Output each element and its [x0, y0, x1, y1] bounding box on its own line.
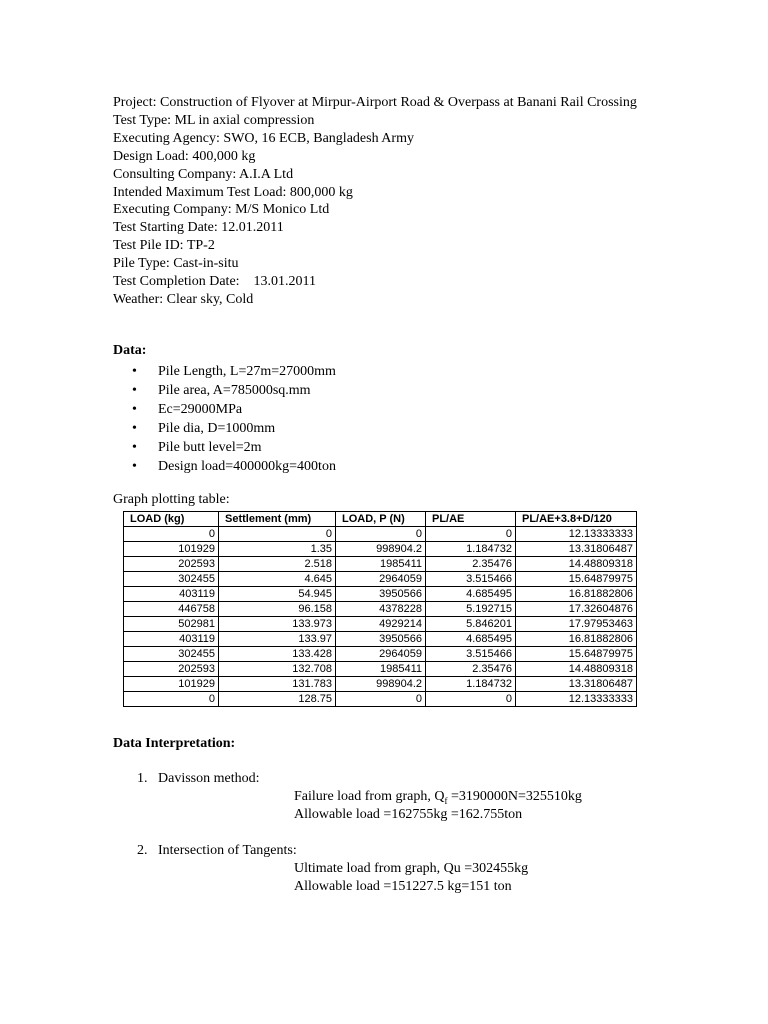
table-cell: 302455 [124, 572, 219, 587]
bullet-icon: • [132, 459, 137, 474]
consulting-company-line: Consulting Company: A.I.A Ltd [113, 166, 294, 182]
table-cell: 133.97 [219, 632, 336, 647]
graph-plotting-table [123, 511, 637, 707]
table-cell: 4.685495 [426, 587, 516, 602]
table-cell: 14.48809318 [516, 557, 637, 572]
graph-table-caption: Graph plotting table: [113, 492, 230, 507]
table-cell: 12.13333333 [516, 527, 637, 542]
table-cell: 1.184732 [426, 542, 516, 557]
table-cell: 1985411 [336, 662, 426, 677]
table-row [124, 677, 637, 692]
table-cell: 96.158 [219, 602, 336, 617]
table-cell: 13.31806487 [516, 677, 637, 692]
bullet-icon: • [132, 383, 137, 398]
bullet-icon: • [132, 364, 137, 379]
davisson-failure-load: Failure load from graph, $Q_f =3190000N=325510kg$ [294, 789, 582, 806]
list-item [130, 362, 336, 381]
list-item-text: Pile dia, D=1000mm [158, 421, 276, 436]
table-cell: 3.515466 [426, 647, 516, 662]
table-cell: 3.515466 [426, 572, 516, 587]
column-header-pl-ae-offset: PL/AE+3.8+D/120 [516, 512, 637, 527]
list-item-text: Pile Length, L=27m=27000mm [158, 364, 336, 379]
table-row [124, 527, 637, 542]
interpretation-heading: Data Interpretation: [113, 736, 236, 751]
column-header-load-n: LOAD, P (N) [336, 512, 426, 527]
table-cell: 132.708 [219, 662, 336, 677]
list-item [130, 381, 336, 400]
table-cell: 2964059 [336, 647, 426, 662]
pile-type-line: Pile Type: Cast-in-situ [113, 256, 239, 272]
table-cell: 446758 [124, 602, 219, 617]
list-item [130, 457, 336, 476]
weather-line: Weather: Clear sky, Cold [113, 291, 254, 307]
list-item [130, 400, 336, 419]
table-cell: 502981 [124, 617, 219, 632]
table-cell: 133.428 [219, 647, 336, 662]
table-cell: 0 [124, 692, 219, 707]
list-item [130, 438, 336, 457]
list-item-text: Ec=29000MPa [158, 402, 243, 417]
table-row [124, 557, 637, 572]
table-cell: 128.75 [219, 692, 336, 707]
start-date-line: Test Starting Date: 12.01.2011 [113, 220, 284, 236]
completion-date-line: Test Completion Date: 13.01.2011 [113, 274, 317, 290]
table-cell: 14.48809318 [516, 662, 637, 677]
column-header-pl-ae: PL/AE [426, 512, 516, 527]
table-cell: 403119 [124, 587, 219, 602]
table-row [124, 602, 637, 617]
table-header-row [124, 512, 637, 527]
table-cell: 13.31806487 [516, 542, 637, 557]
test-type-line: Test Type: ML in axial compression [113, 112, 315, 128]
list-item-text: Design load=400000kg=400ton [158, 459, 336, 474]
table-cell: 15.64879975 [516, 572, 637, 587]
table-cell: 131.783 [219, 677, 336, 692]
table-cell: 2.35476 [426, 662, 516, 677]
table-cell: 133.973 [219, 617, 336, 632]
method-title: Davisson method: [158, 771, 260, 786]
executing-agency-line: Executing Agency: SWO, 16 ECB, Bangladesh Army [113, 130, 414, 146]
method-tangents [137, 843, 297, 859]
table-row [124, 542, 637, 557]
table-cell: 17.97953463 [516, 617, 637, 632]
table-cell: 2.35476 [426, 557, 516, 572]
table-cell: 4.685495 [426, 632, 516, 647]
design-load-line: Design Load: 400,000 kg [113, 148, 256, 164]
table-body [124, 527, 637, 707]
method-davisson [137, 771, 260, 787]
table-cell: 12.13333333 [516, 692, 637, 707]
column-header-load-kg: LOAD (kg) [124, 512, 219, 527]
bullet-icon: • [132, 440, 137, 455]
list-item-text: Pile area, A=785000sq.mm [158, 383, 311, 398]
project-line: Project: Construction of Flyover at Mirpur-Airport Road & Overpass at Banani Rail Crossing [113, 95, 637, 110]
list-item-text: Pile butt level=2m [158, 440, 262, 455]
table-cell: 998904.2 [336, 677, 426, 692]
table-cell: 403119 [124, 632, 219, 647]
table-cell: 2964059 [336, 572, 426, 587]
table-cell: 16.81882806 [516, 632, 637, 647]
bullet-icon: • [132, 402, 137, 417]
table-cell: 4929214 [336, 617, 426, 632]
table-cell: 998904.2 [336, 542, 426, 557]
table-row [124, 662, 637, 677]
table-cell: 0 [336, 692, 426, 707]
table-cell: 0 [336, 527, 426, 542]
table-cell: 0 [219, 527, 336, 542]
table-cell: 2.518 [219, 557, 336, 572]
table-cell: 302455 [124, 647, 219, 662]
table-cell: 1985411 [336, 557, 426, 572]
bullet-icon: • [132, 421, 137, 436]
table-cell: 4378228 [336, 602, 426, 617]
table-cell: 17.32604876 [516, 602, 637, 617]
table-cell: 15.64879975 [516, 647, 637, 662]
table-cell: 101929 [124, 677, 219, 692]
table-cell: 16.81882806 [516, 587, 637, 602]
table-row [124, 692, 637, 707]
table-cell: 202593 [124, 662, 219, 677]
method-number: 1. [137, 771, 148, 786]
table-cell: 5.846201 [426, 617, 516, 632]
table-cell: 5.192715 [426, 602, 516, 617]
table-cell: 1.35 [219, 542, 336, 557]
table-cell: 0 [426, 527, 516, 542]
data-list [130, 362, 336, 476]
pile-id-line: Test Pile ID: TP-2 [113, 238, 215, 254]
data-heading: Data: [113, 343, 147, 358]
intended-max-load-line: Intended Maximum Test Load: 800,000 kg [113, 184, 353, 200]
project-info-block [113, 94, 673, 309]
list-item [130, 419, 336, 438]
table-cell: 4.645 [219, 572, 336, 587]
table-row [124, 587, 637, 602]
table-cell: 54.945 [219, 587, 336, 602]
table-cell: 101929 [124, 542, 219, 557]
table-cell: 0 [124, 527, 219, 542]
executing-company-line: Executing Company: M/S Monico Ltd [113, 202, 330, 218]
table-cell: 3950566 [336, 632, 426, 647]
tangents-allowable-load: Allowable load =151227.5 kg=151 ton [294, 879, 512, 894]
tangents-ultimate-load: Ultimate load from graph, Qu =302455kg [294, 861, 529, 876]
table-cell: 3950566 [336, 587, 426, 602]
table-row [124, 632, 637, 647]
table-cell: 0 [426, 692, 516, 707]
davisson-allowable-load: Allowable load =162755kg =162.755ton [294, 807, 523, 822]
table-cell: 1.184732 [426, 677, 516, 692]
column-header-settlement: Settlement (mm) [219, 512, 336, 527]
method-number: 2. [137, 843, 148, 858]
table-row [124, 647, 637, 662]
table-row [124, 572, 637, 587]
method-title: Intersection of Tangents: [158, 843, 297, 858]
table-cell: 202593 [124, 557, 219, 572]
table-row [124, 617, 637, 632]
